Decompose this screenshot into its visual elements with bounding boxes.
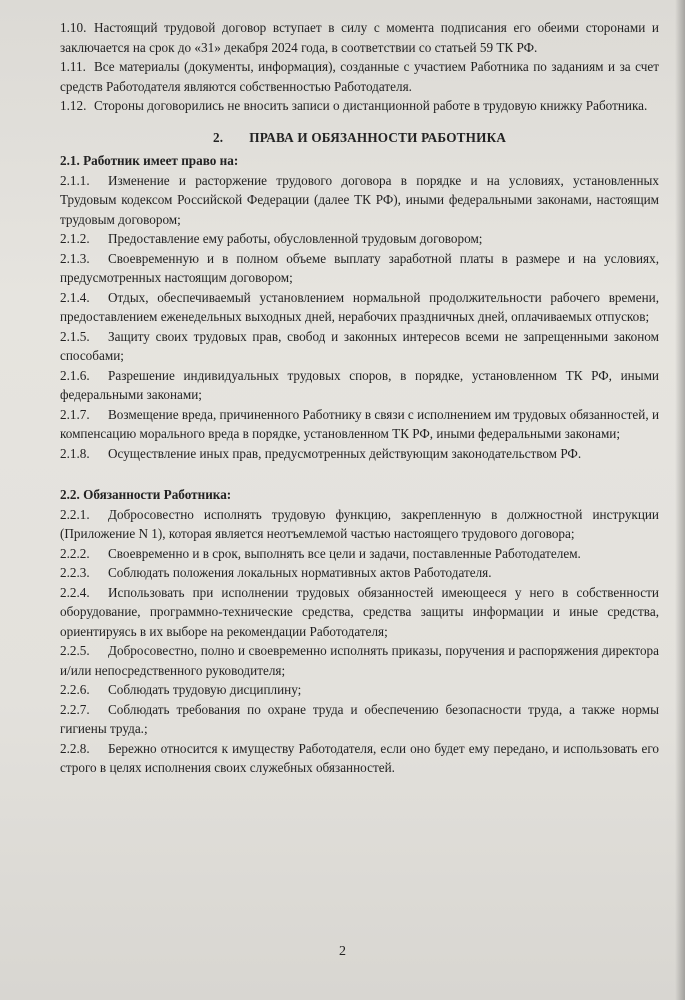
item-number: 2.1.6.	[60, 367, 90, 383]
list-item	[60, 641, 659, 680]
item-number: 2.1.7.	[60, 406, 90, 422]
clause-number: 1.10.	[60, 20, 87, 35]
item-number: 2.2.8.	[60, 740, 90, 756]
item-number: 2.1.1.	[60, 172, 90, 188]
list-item	[60, 700, 659, 739]
item-number: 2.2.5.	[60, 643, 90, 658]
item-number: 2.2.6.	[60, 682, 90, 697]
list-item	[60, 288, 659, 327]
clause-1-11	[60, 57, 659, 96]
item-number: 2.2.4.	[60, 584, 90, 600]
clause-number: 1.12.	[60, 98, 87, 113]
rights-list	[60, 171, 659, 464]
item-number: 2.1.3.	[60, 250, 90, 266]
section-title: ПРАВА И ОБЯЗАННОСТИ РАБОТНИКА	[249, 129, 507, 145]
item-text: Изменение и расторжение трудового договора в порядке и на условиях, установленных Трудовым кодексом Российской Федерации (далее ТК РФ), иными федеральными законами, настоящим трудовым договором;	[60, 172, 659, 227]
duties-list	[60, 505, 659, 778]
item-number: 2.2.7.	[60, 701, 90, 717]
item-text: Разрешение индивидуальных трудовых споров, в порядке, установленном ТК РФ, иными федеральными законами;	[60, 367, 659, 402]
clause-text: Настоящий трудовой договор вступает в силу с момента подписания его обеими сторонами и заключается на срок до «31» декабря 2024 года, в соответствии со статьей 59 ТК РФ.	[60, 20, 659, 55]
list-item	[60, 366, 659, 405]
item-text: Возмещение вреда, причиненного Работнику в связи с исполнением им трудовых обязанностей, и компенсацию морального вреда в порядке, установленном ТК РФ, иными федеральными законами;	[60, 406, 659, 441]
list-item	[60, 563, 659, 583]
clause-number: 1.11.	[60, 59, 86, 74]
item-text: Бережно относится к имуществу Работодателя, если оно будет ему передано, и использовать его строго в целях исполнения своих служебных обязанностей.	[60, 740, 659, 775]
item-text: Использовать при исполнении трудовых обязанностей имеющееся у него в собственности оборудование, программно-технические средства, средства защиты информации и иные средства, ориентируясь в их выборе на рекомендации Работодателя;	[60, 584, 659, 639]
list-item	[60, 229, 659, 249]
list-item	[60, 444, 659, 464]
item-text: Соблюдать требования по охране труда и обеспечению безопасности труда, а также нормы гигиены труда.;	[60, 701, 659, 736]
item-text: Предоставление ему работы, обусловленной трудовым договором;	[108, 231, 483, 246]
page-shadow	[675, 0, 685, 1000]
intro-clauses	[60, 18, 659, 116]
item-text: Добросовестно, полно и своевременно исполнять приказы, поручения и распоряжения директора и/или непосредственного руководителя;	[60, 643, 659, 678]
item-number: 2.1.8.	[60, 445, 90, 461]
list-item	[60, 739, 659, 778]
item-number: 2.1.2.	[60, 231, 90, 246]
item-number: 2.2.2.	[60, 545, 90, 561]
item-number: 2.1.5.	[60, 328, 90, 344]
rights-heading: 2.1. Работник имеет право на:	[60, 153, 239, 168]
item-text: Защиту своих трудовых прав, свобод и законных интересов всеми не запрещенными законом способами;	[60, 328, 659, 363]
list-item	[60, 249, 659, 288]
item-text: Своевременную и в полном объеме выплату заработной платы в размере и на условиях, предусмотренных настоящим договором;	[60, 250, 659, 285]
item-text: Соблюдать положения локальных нормативных актов Работодателя.	[108, 565, 492, 580]
item-text: Добросовестно исполнять трудовую функцию, закрепленную в должностной инструкции (Приложение N 1), которая является неотъемлемой частью настоящего трудового договора;	[60, 506, 659, 541]
clause-text: Все материалы (документы, информация), созданные с участием Работника по заданиям и за счет средств Работодателя являются собственностью Работодателя.	[60, 59, 659, 94]
clause-1-10	[60, 18, 659, 57]
item-text: Отдых, обеспечиваемый установлением нормальной продолжительности рабочего времени, предоставлением еженедельных выходных дней, нерабочих праздничных дней, оплачиваемых отпусков;	[60, 289, 659, 324]
page-number: 2	[339, 944, 346, 959]
list-item	[60, 405, 659, 444]
list-item	[60, 583, 659, 642]
clause-text: Стороны договорились не вносить записи о дистанционной работе в трудовую книжку Работника.	[94, 98, 648, 113]
item-number: 2.1.4.	[60, 289, 90, 305]
item-text: Своевременно и в срок, выполнять все цели и задачи, поставленные Работодателем.	[108, 545, 581, 561]
list-item	[60, 327, 659, 366]
item-text: Соблюдать трудовую дисциплину;	[108, 682, 302, 697]
list-item	[60, 544, 659, 564]
section-number: 2.	[212, 129, 224, 145]
list-item	[60, 171, 659, 230]
section-heading	[60, 128, 659, 148]
list-item	[60, 505, 659, 544]
item-number: 2.2.1.	[60, 506, 90, 522]
duties-heading: 2.2. Обязанности Работника:	[60, 487, 232, 502]
list-item	[60, 680, 659, 700]
item-number: 2.2.3.	[60, 565, 90, 580]
item-text: Осуществление иных прав, предусмотренных действующим законодательством РФ.	[108, 445, 582, 461]
clause-1-12	[60, 96, 659, 116]
